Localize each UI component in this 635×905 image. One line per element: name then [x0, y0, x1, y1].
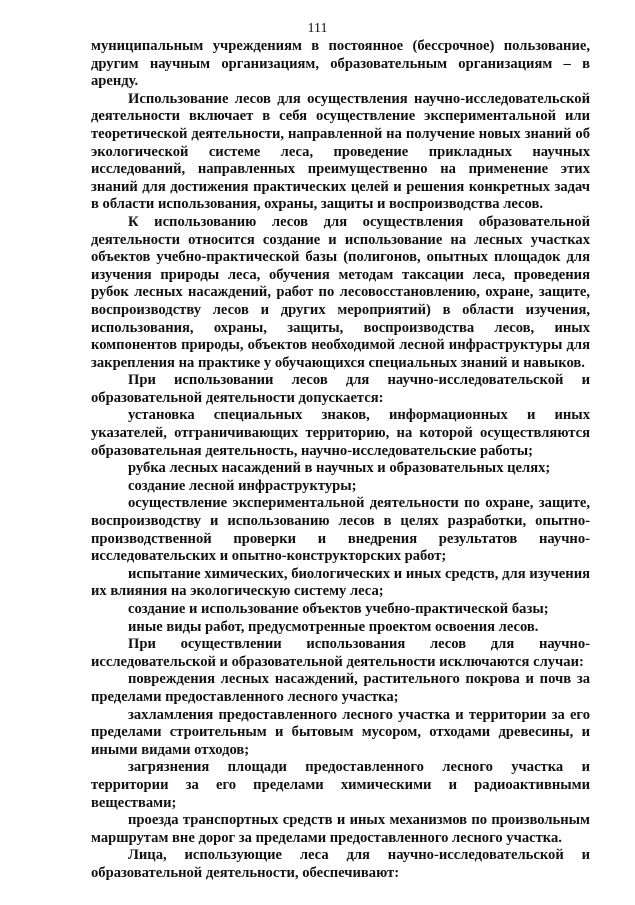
paragraph: Использование лесов для осуществления научно-исследовательской деятельности включает в себя осуществление экспериментальной или теоретической деятельности, направленной на получение новых знаний об экологической системе леса, проведение прикладных научных исследований, направленных преимущественно на применение этих знаний для достижения практических целей и решения конкретных задач в области использования, охраны, защиты и воспроизводства лесов. [91, 90, 590, 213]
list-item: создание и использование объектов учебно-практической базы; [128, 601, 549, 617]
list-item: загрязнения площади предоставленного лесного участка и территории за его пределами химическими и радиоактивными веществами; [91, 759, 590, 811]
list-item: осуществление экспериментальной деятельности по охране, защите, воспроизводству и использованию лесов в целях разработки, опытно-производственной проверки и внедрения результатов научно-исследовательских и опытно-конструкторских работ; [91, 495, 590, 565]
document-body [91, 38, 590, 883]
list-item: повреждения лесных насаждений, растительного покрова и почв за пределами предоставленного лесного участка; [91, 671, 590, 705]
paragraph: муниципальным учреждениям в постоянное (бессрочное) пользование, другим научным организациям, образовательным организациям – в аренду. [91, 38, 590, 90]
list-item: иные виды работ, предусмотренные проектом освоения лесов. [128, 618, 539, 635]
paragraph: К использованию лесов для осуществления образовательной деятельности относится создание и использование на лесных участках объектов учебно-практической базы (полигонов, опытных площадок для изучения природы леса, обучения методам таксации леса, проведения рубок лесных насаждений, работ по лесовосстановлению, охране, защите, воспроизводству лесов и других мероприятий) в области изучения, использования, охраны, защиты, воспроизводства лесов, иных компонентов природы, объектов необходимой лесной инфраструктуры для закрепления на практике у обучающихся специальных знаний и навыков. [91, 213, 590, 371]
paragraph: При использовании лесов для научно-исследовательской и образовательной деятельности допускается: [91, 372, 590, 406]
list-item: рубка лесных насаждений в научных и образовательных целях; [128, 460, 551, 477]
page-number: 111 [307, 21, 328, 36]
list-item: проезда транспортных средств и иных механизмов по произвольным маршрутам вне дорог за пределами предоставленного лесного участка. [91, 812, 590, 846]
list-item: установка специальных знаков, информационных и иных указателей, отграничивающих территорию, на которой осуществляются образовательная деятельность, научно-исследовательские работы; [91, 407, 590, 459]
list-item: захламления предоставленного лесного участка и территории за его пределами строительным и бытовым мусором, отходами древесины, и иными видами отходов; [91, 706, 590, 758]
paragraph: При осуществлении использования лесов для научно-исследовательской и образовательной деятельности исключаются случаи: [91, 636, 590, 670]
paragraph: Лица, использующие леса для научно-исследовательской и образовательной деятельности, обеспечивают: [91, 847, 590, 881]
list-item: испытание химических, биологических и иных средств, для изучения их влияния на экологическую систему леса; [91, 565, 590, 600]
list-item: создание лесной инфраструктуры; [128, 477, 357, 494]
